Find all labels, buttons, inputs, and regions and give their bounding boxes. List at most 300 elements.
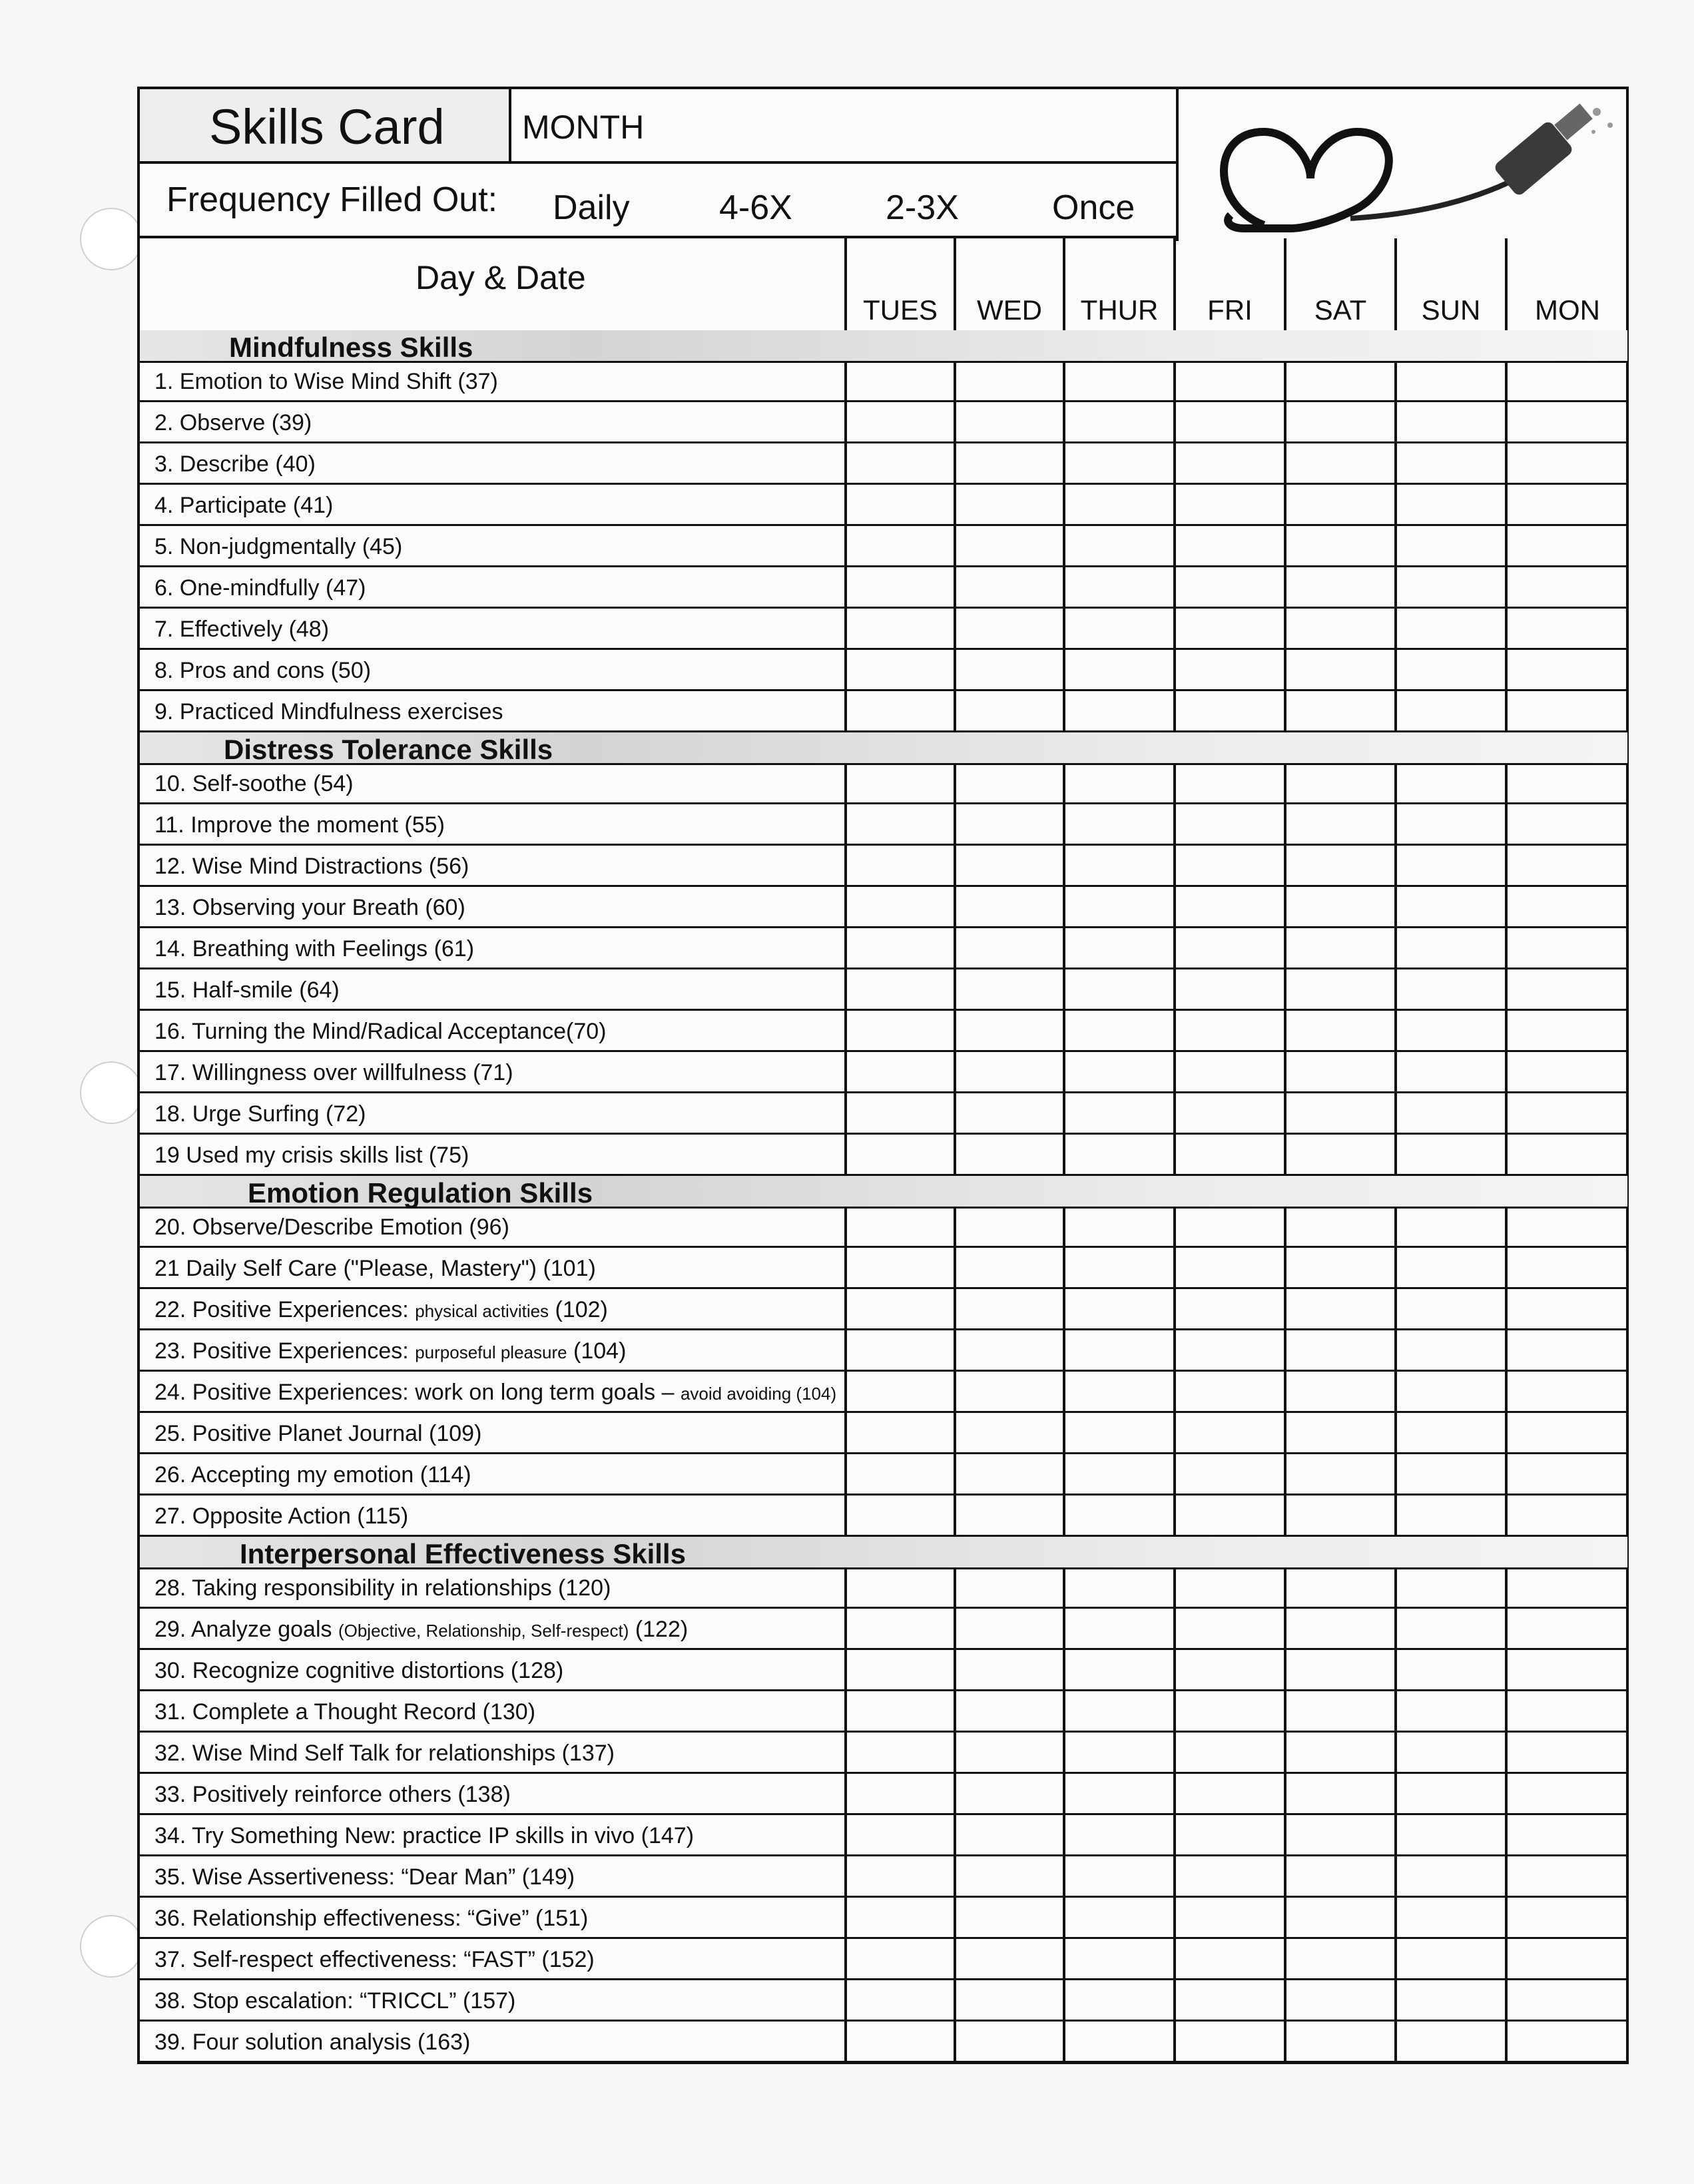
- day-checkbox-cell[interactable]: [1173, 1330, 1284, 1370]
- day-checkbox-cell[interactable]: [1505, 969, 1627, 1009]
- day-checkbox-cell[interactable]: [1173, 1248, 1284, 1287]
- day-checkbox-cell[interactable]: [1284, 1939, 1394, 1978]
- day-checkbox-cell[interactable]: [844, 804, 954, 844]
- day-checkbox-cell[interactable]: [1284, 650, 1394, 689]
- day-checkbox-cell[interactable]: [1173, 1011, 1284, 1050]
- day-checkbox-cell[interactable]: [1394, 402, 1505, 441]
- day-checkbox-cell[interactable]: [1284, 763, 1394, 802]
- day-checkbox-cell[interactable]: [1063, 1567, 1173, 1607]
- day-checkbox-cell[interactable]: [954, 1567, 1063, 1607]
- day-checkbox-cell[interactable]: [954, 402, 1063, 441]
- day-checkbox-cell[interactable]: [1505, 402, 1627, 441]
- day-checkbox-cell[interactable]: [1063, 1454, 1173, 1494]
- day-checkbox-cell[interactable]: [1063, 763, 1173, 802]
- day-checkbox-cell[interactable]: [844, 1496, 954, 1535]
- day-checkbox-cell[interactable]: [1505, 691, 1627, 730]
- day-checkbox-cell[interactable]: [1173, 804, 1284, 844]
- day-checkbox-cell[interactable]: [1063, 526, 1173, 565]
- day-checkbox-cell[interactable]: [844, 650, 954, 689]
- day-checkbox-cell[interactable]: [954, 1248, 1063, 1287]
- day-checkbox-cell[interactable]: [1063, 1609, 1173, 1648]
- day-checkbox-cell[interactable]: [1284, 1609, 1394, 1648]
- day-checkbox-cell[interactable]: [1505, 609, 1627, 648]
- day-checkbox-cell[interactable]: [1505, 1774, 1627, 1813]
- day-checkbox-cell[interactable]: [1394, 650, 1505, 689]
- day-checkbox-cell[interactable]: [1505, 650, 1627, 689]
- day-checkbox-cell[interactable]: [1173, 1093, 1284, 1133]
- day-checkbox-cell[interactable]: [954, 650, 1063, 689]
- day-checkbox-cell[interactable]: [1505, 1898, 1627, 1937]
- day-checkbox-cell[interactable]: [1284, 1372, 1394, 1411]
- day-checkbox-cell[interactable]: [1063, 567, 1173, 607]
- skill-row: [140, 887, 1627, 928]
- day-checkbox-cell[interactable]: [1063, 1815, 1173, 1854]
- day-checkbox-cell[interactable]: [1173, 928, 1284, 967]
- day-checkbox-cell[interactable]: [1394, 361, 1505, 400]
- day-checkbox-cell[interactable]: [1173, 1372, 1284, 1411]
- day-checkbox-cell[interactable]: [954, 804, 1063, 844]
- day-checkbox-cell[interactable]: [844, 1980, 954, 2020]
- day-checkbox-cell[interactable]: [1505, 1980, 1627, 2020]
- day-checkbox-cell[interactable]: [1063, 969, 1173, 1009]
- day-col-wed[interactable]: [954, 238, 1063, 330]
- day-checkbox-cell[interactable]: [954, 1454, 1063, 1494]
- day-checkbox-cell[interactable]: [1173, 1207, 1284, 1246]
- day-checkbox-cell[interactable]: [844, 887, 954, 926]
- day-checkbox-cell[interactable]: [1063, 804, 1173, 844]
- day-checkbox-cell[interactable]: [1063, 1898, 1173, 1937]
- day-checkbox-cell[interactable]: [1394, 1135, 1505, 1174]
- day-checkbox-cell[interactable]: [954, 1372, 1063, 1411]
- day-checkbox-cell[interactable]: [1173, 1856, 1284, 1896]
- day-checkbox-cell[interactable]: [844, 928, 954, 967]
- skill-row: [140, 1248, 1627, 1289]
- day-checkbox-cell[interactable]: [954, 1980, 1063, 2020]
- day-checkbox-cell[interactable]: [1505, 763, 1627, 802]
- day-checkbox-cell[interactable]: [954, 1289, 1063, 1328]
- day-checkbox-cell[interactable]: [844, 1898, 954, 1937]
- skill-row: [140, 1567, 1627, 1609]
- day-checkbox-cell[interactable]: [1063, 1289, 1173, 1328]
- day-checkbox-cell[interactable]: [1394, 1413, 1505, 1452]
- skill-label: 3. Describe (40): [154, 451, 316, 477]
- day-checkbox-cell[interactable]: [1284, 1454, 1394, 1494]
- frequency-option-daily[interactable]: Daily: [553, 188, 630, 227]
- day-checkbox-cell[interactable]: [1284, 1011, 1394, 1050]
- day-checkbox-cell[interactable]: [1284, 1248, 1394, 1287]
- day-checkbox-cell[interactable]: [1505, 1454, 1627, 1494]
- day-checkbox-cell[interactable]: [1063, 1052, 1173, 1091]
- day-checkbox-cell[interactable]: [1394, 1011, 1505, 1050]
- day-checkbox-cell[interactable]: [1505, 1207, 1627, 1246]
- day-checkbox-cell[interactable]: [1173, 1413, 1284, 1452]
- day-checkbox-cell[interactable]: [1394, 1454, 1505, 1494]
- day-checkbox-cell[interactable]: [1505, 1011, 1627, 1050]
- day-checkbox-cell[interactable]: [1394, 691, 1505, 730]
- day-checkbox-cell[interactable]: [1284, 1496, 1394, 1535]
- day-checkbox-cell[interactable]: [1394, 1567, 1505, 1607]
- day-checkbox-cell[interactable]: [954, 361, 1063, 400]
- day-checkbox-cell[interactable]: [1505, 1372, 1627, 1411]
- day-checkbox-cell[interactable]: [1284, 1093, 1394, 1133]
- day-checkbox-cell[interactable]: [954, 1774, 1063, 1813]
- day-checkbox-cell[interactable]: [1394, 2022, 1505, 2061]
- day-checkbox-cell[interactable]: [1505, 1496, 1627, 1535]
- day-checkbox-cell[interactable]: [1173, 2022, 1284, 2061]
- day-checkbox-cell[interactable]: [1505, 1650, 1627, 1689]
- day-checkbox-cell[interactable]: [1284, 1856, 1394, 1896]
- day-checkbox-cell[interactable]: [1394, 1496, 1505, 1535]
- day-checkbox-cell[interactable]: [1173, 1980, 1284, 2020]
- day-checkbox-cell[interactable]: [1394, 1289, 1505, 1328]
- day-checkbox-cell[interactable]: [1394, 526, 1505, 565]
- day-checkbox-cell[interactable]: [1173, 763, 1284, 802]
- day-checkbox-cell[interactable]: [954, 763, 1063, 802]
- day-checkbox-cell[interactable]: [1063, 1093, 1173, 1133]
- frequency-option-once[interactable]: Once: [1052, 188, 1135, 227]
- day-checkbox-cell[interactable]: [1505, 1135, 1627, 1174]
- day-checkbox-cell[interactable]: [1063, 1330, 1173, 1370]
- day-checkbox-cell[interactable]: [1063, 1207, 1173, 1246]
- day-checkbox-cell[interactable]: [1505, 1330, 1627, 1370]
- day-checkbox-cell[interactable]: [954, 1691, 1063, 1731]
- day-checkbox-cell[interactable]: [1063, 1372, 1173, 1411]
- frequency-option-2-3x[interactable]: 2-3X: [886, 188, 959, 227]
- day-col-mon[interactable]: [1505, 238, 1627, 330]
- day-checkbox-cell[interactable]: [1505, 567, 1627, 607]
- day-checkbox-cell[interactable]: [1284, 1567, 1394, 1607]
- day-checkbox-cell[interactable]: [1505, 1609, 1627, 1648]
- day-checkbox-cell[interactable]: [1505, 1856, 1627, 1896]
- day-checkbox-cell[interactable]: [1394, 1052, 1505, 1091]
- day-checkbox-cell[interactable]: [1394, 609, 1505, 648]
- day-col-sun[interactable]: [1394, 238, 1505, 330]
- day-checkbox-cell[interactable]: [1063, 1856, 1173, 1896]
- day-checkbox-cell[interactable]: [1394, 1856, 1505, 1896]
- day-checkbox-cell[interactable]: [954, 567, 1063, 607]
- day-checkbox-cell[interactable]: [1394, 1733, 1505, 1772]
- day-checkbox-cell[interactable]: [1394, 1774, 1505, 1813]
- day-checkbox-cell[interactable]: [1505, 846, 1627, 885]
- day-checkbox-cell[interactable]: [844, 485, 954, 524]
- day-checkbox-cell[interactable]: [1063, 928, 1173, 967]
- day-checkbox-cell[interactable]: [1394, 443, 1505, 483]
- day-checkbox-cell[interactable]: [1394, 846, 1505, 885]
- skill-label-main: 29. Analyze goals: [154, 1617, 338, 1642]
- day-checkbox-cell[interactable]: [1063, 1650, 1173, 1689]
- day-checkbox-cell[interactable]: [954, 2022, 1063, 2061]
- day-checkbox-cell[interactable]: [1505, 361, 1627, 400]
- day-checkbox-cell[interactable]: [1284, 804, 1394, 844]
- skill-row: [140, 1135, 1627, 1176]
- day-checkbox-cell[interactable]: [1284, 1980, 1394, 2020]
- day-checkbox-cell[interactable]: [1505, 1413, 1627, 1452]
- day-checkbox-cell[interactable]: [1394, 1815, 1505, 1854]
- day-checkbox-cell[interactable]: [844, 1248, 954, 1287]
- day-checkbox-cell[interactable]: [954, 1135, 1063, 1174]
- day-checkbox-cell[interactable]: [844, 1011, 954, 1050]
- frequency-option-4-6x[interactable]: 4-6X: [719, 188, 792, 227]
- day-checkbox-cell[interactable]: [1173, 1496, 1284, 1535]
- day-checkbox-cell[interactable]: [1505, 928, 1627, 967]
- day-checkbox-cell[interactable]: [1173, 526, 1284, 565]
- day-checkbox-cell[interactable]: [1063, 1733, 1173, 1772]
- skill-label-tail: (102): [549, 1297, 608, 1322]
- day-checkbox-cell[interactable]: [1063, 1248, 1173, 1287]
- day-checkbox-cell[interactable]: [1173, 609, 1284, 648]
- day-checkbox-cell[interactable]: [1505, 2022, 1627, 2061]
- day-col-tues[interactable]: [844, 238, 954, 330]
- day-checkbox-cell[interactable]: [1394, 1898, 1505, 1937]
- day-checkbox-cell[interactable]: [844, 1052, 954, 1091]
- day-checkbox-cell[interactable]: [1284, 1733, 1394, 1772]
- day-checkbox-cell[interactable]: [1173, 1774, 1284, 1813]
- day-checkbox-cell[interactable]: [1284, 846, 1394, 885]
- day-checkbox-cell[interactable]: [1284, 609, 1394, 648]
- day-checkbox-cell[interactable]: [1063, 1939, 1173, 1978]
- day-checkbox-cell[interactable]: [1394, 804, 1505, 844]
- day-checkbox-cell[interactable]: [1505, 1691, 1627, 1731]
- day-checkbox-cell[interactable]: [1173, 1733, 1284, 1772]
- day-checkbox-cell[interactable]: [954, 1733, 1063, 1772]
- day-checkbox-cell[interactable]: [1173, 402, 1284, 441]
- day-checkbox-cell[interactable]: [1173, 691, 1284, 730]
- day-checkbox-cell[interactable]: [844, 1413, 954, 1452]
- day-checkbox-cell[interactable]: [1284, 1413, 1394, 1452]
- day-checkbox-cell[interactable]: [844, 1454, 954, 1494]
- day-checkbox-cell[interactable]: [1284, 1135, 1394, 1174]
- day-checkbox-cell[interactable]: [844, 763, 954, 802]
- day-checkbox-cell[interactable]: [1173, 1135, 1284, 1174]
- day-checkbox-cell[interactable]: [954, 1011, 1063, 1050]
- day-checkbox-cell[interactable]: [1394, 1691, 1505, 1731]
- day-checkbox-cell[interactable]: [1173, 846, 1284, 885]
- skill-row: [140, 1609, 1627, 1650]
- day-checkbox-cell[interactable]: [844, 2022, 954, 2061]
- day-checkbox-cell[interactable]: [954, 1898, 1063, 1937]
- month-input[interactable]: [659, 96, 1165, 156]
- day-checkbox-cell[interactable]: [1505, 1289, 1627, 1328]
- day-checkbox-cell[interactable]: [844, 1774, 954, 1813]
- day-checkbox-cell[interactable]: [1505, 804, 1627, 844]
- day-checkbox-cell[interactable]: [844, 1856, 954, 1896]
- day-checkbox-cell[interactable]: [1394, 567, 1505, 607]
- day-checkbox-cell[interactable]: [844, 1733, 954, 1772]
- day-checkbox-cell[interactable]: [954, 1413, 1063, 1452]
- day-checkbox-cell[interactable]: [844, 1567, 954, 1607]
- day-checkbox-cell[interactable]: [1173, 361, 1284, 400]
- day-checkbox-cell[interactable]: [844, 1691, 954, 1731]
- day-checkbox-cell[interactable]: [954, 1815, 1063, 1854]
- day-checkbox-cell[interactable]: [1394, 1207, 1505, 1246]
- day-checkbox-cell[interactable]: [844, 402, 954, 441]
- day-checkbox-cell[interactable]: [1063, 691, 1173, 730]
- day-checkbox-cell[interactable]: [954, 691, 1063, 730]
- day-checkbox-cell[interactable]: [1173, 1898, 1284, 1937]
- day-checkbox-cell[interactable]: [1173, 1815, 1284, 1854]
- day-checkbox-cell[interactable]: [1063, 443, 1173, 483]
- month-label: MONTH: [522, 109, 645, 146]
- day-checkbox-cell[interactable]: [954, 928, 1063, 967]
- day-checkbox-cell[interactable]: [954, 485, 1063, 524]
- day-checkbox-cell[interactable]: [1394, 1093, 1505, 1133]
- day-checkbox-cell[interactable]: [954, 609, 1063, 648]
- day-checkbox-cell[interactable]: [844, 1207, 954, 1246]
- day-checkbox-cell[interactable]: [1284, 887, 1394, 926]
- day-checkbox-cell[interactable]: [844, 969, 954, 1009]
- day-checkbox-cell[interactable]: [1173, 1289, 1284, 1328]
- day-checkbox-cell[interactable]: [1063, 2022, 1173, 2061]
- day-checkbox-cell[interactable]: [844, 526, 954, 565]
- day-checkbox-cell[interactable]: [1284, 443, 1394, 483]
- day-checkbox-cell[interactable]: [844, 609, 954, 648]
- day-checkbox-cell[interactable]: [1063, 1413, 1173, 1452]
- day-checkbox-cell[interactable]: [844, 1093, 954, 1133]
- day-name: WED: [977, 294, 1042, 326]
- day-checkbox-cell[interactable]: [1505, 443, 1627, 483]
- day-checkbox-cell[interactable]: [954, 1856, 1063, 1896]
- day-checkbox-cell[interactable]: [1505, 887, 1627, 926]
- day-checkbox-cell[interactable]: [1173, 1567, 1284, 1607]
- day-checkbox-cell[interactable]: [1063, 650, 1173, 689]
- day-checkbox-cell[interactable]: [1173, 1052, 1284, 1091]
- day-checkbox-cell[interactable]: [1284, 969, 1394, 1009]
- day-checkbox-cell[interactable]: [1505, 1052, 1627, 1091]
- day-checkbox-cell[interactable]: [1394, 763, 1505, 802]
- day-checkbox-cell[interactable]: [1505, 1567, 1627, 1607]
- day-checkbox-cell[interactable]: [1394, 887, 1505, 926]
- day-checkbox-cell[interactable]: [1394, 1372, 1505, 1411]
- day-checkbox-cell[interactable]: [954, 887, 1063, 926]
- day-checkbox-cell[interactable]: [1284, 1289, 1394, 1328]
- day-checkbox-cell[interactable]: [1063, 609, 1173, 648]
- day-checkbox-cell[interactable]: [844, 1135, 954, 1174]
- day-col-fri[interactable]: [1173, 238, 1284, 330]
- day-checkbox-cell[interactable]: [1505, 1733, 1627, 1772]
- day-checkbox-cell[interactable]: [1505, 1939, 1627, 1978]
- day-checkbox-cell[interactable]: [1284, 2022, 1394, 2061]
- day-checkbox-cell[interactable]: [954, 1093, 1063, 1133]
- day-checkbox-cell[interactable]: [1173, 443, 1284, 483]
- day-checkbox-cell[interactable]: [1284, 1774, 1394, 1813]
- day-checkbox-cell[interactable]: [1394, 1939, 1505, 1978]
- day-checkbox-cell[interactable]: [1394, 928, 1505, 967]
- day-checkbox-cell[interactable]: [1284, 1052, 1394, 1091]
- day-checkbox-cell[interactable]: [954, 846, 1063, 885]
- day-checkbox-cell[interactable]: [1284, 1330, 1394, 1370]
- day-checkbox-cell[interactable]: [1284, 1898, 1394, 1937]
- day-checkbox-cell[interactable]: [1284, 1691, 1394, 1731]
- day-checkbox-cell[interactable]: [1284, 361, 1394, 400]
- day-checkbox-cell[interactable]: [1173, 1939, 1284, 1978]
- day-checkbox-cell[interactable]: [1173, 1691, 1284, 1731]
- day-checkbox-cell[interactable]: [1063, 1496, 1173, 1535]
- day-checkbox-cell[interactable]: [1394, 1609, 1505, 1648]
- day-checkbox-cell[interactable]: [844, 567, 954, 607]
- day-checkbox-cell[interactable]: [1063, 1980, 1173, 2020]
- day-checkbox-cell[interactable]: [1173, 887, 1284, 926]
- day-checkbox-cell[interactable]: [954, 969, 1063, 1009]
- day-checkbox-cell[interactable]: [1284, 1207, 1394, 1246]
- day-checkbox-cell[interactable]: [844, 1330, 954, 1370]
- day-checkbox-cell[interactable]: [954, 1609, 1063, 1648]
- day-checkbox-cell[interactable]: [1063, 846, 1173, 885]
- day-checkbox-cell[interactable]: [844, 1815, 954, 1854]
- day-checkbox-cell[interactable]: [1063, 1011, 1173, 1050]
- day-checkbox-cell[interactable]: [1284, 567, 1394, 607]
- day-checkbox-cell[interactable]: [954, 1052, 1063, 1091]
- skill-label-note: purposeful pleasure: [415, 1342, 567, 1362]
- day-checkbox-cell[interactable]: [1284, 1815, 1394, 1854]
- day-checkbox-cell[interactable]: [954, 1496, 1063, 1535]
- day-checkbox-cell[interactable]: [1394, 1980, 1505, 2020]
- day-checkbox-cell[interactable]: [1063, 1774, 1173, 1813]
- day-checkbox-cell[interactable]: [1394, 1248, 1505, 1287]
- day-checkbox-cell[interactable]: [954, 526, 1063, 565]
- day-checkbox-cell[interactable]: [1173, 650, 1284, 689]
- day-checkbox-cell[interactable]: [844, 1372, 954, 1411]
- day-checkbox-cell[interactable]: [844, 361, 954, 400]
- day-checkbox-cell[interactable]: [844, 1289, 954, 1328]
- day-checkbox-cell[interactable]: [954, 1207, 1063, 1246]
- day-checkbox-cell[interactable]: [954, 1939, 1063, 1978]
- day-checkbox-cell[interactable]: [1505, 1815, 1627, 1854]
- day-checkbox-cell[interactable]: [1284, 928, 1394, 967]
- day-checkbox-cell[interactable]: [1284, 526, 1394, 565]
- day-checkbox-cell[interactable]: [1173, 567, 1284, 607]
- day-checkbox-cell[interactable]: [1063, 402, 1173, 441]
- day-checkbox-cell[interactable]: [1505, 1248, 1627, 1287]
- day-checkbox-cell[interactable]: [1284, 402, 1394, 441]
- day-checkbox-cell[interactable]: [844, 1939, 954, 1978]
- day-checkbox-cell[interactable]: [844, 1609, 954, 1648]
- day-checkbox-cell[interactable]: [1063, 1135, 1173, 1174]
- day-checkbox-cell[interactable]: [1173, 1650, 1284, 1689]
- day-checkbox-cell[interactable]: [844, 691, 954, 730]
- day-checkbox-cell[interactable]: [1394, 485, 1505, 524]
- day-checkbox-cell[interactable]: [1284, 485, 1394, 524]
- day-checkbox-cell[interactable]: [844, 1650, 954, 1689]
- skill-label: 30. Recognize cognitive distortions (128): [154, 1658, 564, 1683]
- day-checkbox-cell[interactable]: [1505, 1093, 1627, 1133]
- day-checkbox-cell[interactable]: [1284, 691, 1394, 730]
- day-checkbox-cell[interactable]: [1063, 485, 1173, 524]
- day-checkbox-cell[interactable]: [1063, 361, 1173, 400]
- skill-label-tail: (122): [629, 1617, 689, 1642]
- day-checkbox-cell[interactable]: [1505, 526, 1627, 565]
- day-checkbox-cell[interactable]: [1284, 1650, 1394, 1689]
- day-checkbox-cell[interactable]: [1063, 887, 1173, 926]
- day-checkbox-cell[interactable]: [1394, 1650, 1505, 1689]
- day-checkbox-cell[interactable]: [1173, 1454, 1284, 1494]
- skill-row: [140, 1650, 1627, 1691]
- day-col-thur[interactable]: [1063, 238, 1173, 330]
- day-checkbox-cell[interactable]: [1394, 1330, 1505, 1370]
- day-checkbox-cell[interactable]: [1394, 969, 1505, 1009]
- day-checkbox-cell[interactable]: [1505, 485, 1627, 524]
- day-checkbox-cell[interactable]: [1173, 1609, 1284, 1648]
- day-checkbox-cell[interactable]: [844, 846, 954, 885]
- day-checkbox-cell[interactable]: [954, 443, 1063, 483]
- day-checkbox-cell[interactable]: [1173, 485, 1284, 524]
- day-checkbox-cell[interactable]: [954, 1330, 1063, 1370]
- section-title: Emotion Regulation Skills: [248, 1177, 593, 1209]
- day-checkbox-cell[interactable]: [1063, 1691, 1173, 1731]
- day-checkbox-cell[interactable]: [844, 443, 954, 483]
- day-checkbox-cell[interactable]: [1173, 969, 1284, 1009]
- day-col-sat[interactable]: [1284, 238, 1394, 330]
- day-checkbox-cell[interactable]: [954, 1650, 1063, 1689]
